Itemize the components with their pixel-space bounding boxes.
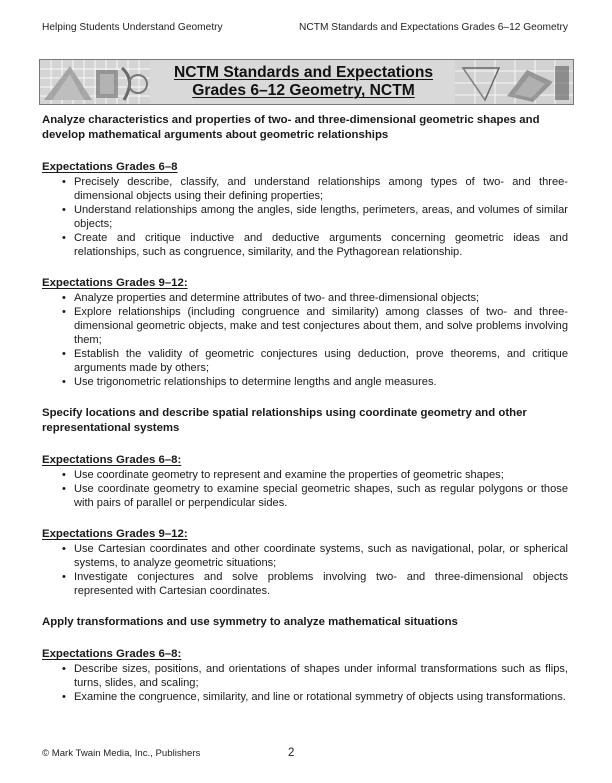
expectations-heading: Expectations Grades 9–12: [42,528,188,540]
publisher-credit: © Mark Twain Media, Inc., Publishers [42,748,201,759]
list-item: • Examine the congruence, similarity, and line or rotational symmetry of objects using transformations. [62,690,568,704]
header-book-title: Helping Students Understand Geometry [42,22,223,33]
banner-title-line-2: Grades 6–12 Geometry, NCTM [192,82,415,99]
page-number: 2 [288,747,295,759]
expectations-list [62,468,568,510]
expectations-heading: Expectations Grades 9–12: [42,277,188,289]
banner-title-line-1: NCTM Standards and Expectations [173,64,434,81]
list-item: • Precisely describe, classify, and understand relationships among types of two- and three-dimensional objects using their defining properties; [62,175,568,203]
page-footer [42,748,568,762]
expectations-heading: Expectations Grades 6–8: [42,648,182,660]
list-item: • Investigate conjectures and solve problems involving two- and three-dimensional objects represented with Cartesian coordinates. [62,570,568,598]
running-header [42,22,568,36]
header-section-title: NCTM Standards and Expectations Grades 6–12 Geometry [299,22,568,33]
expectations-section [42,453,568,510]
standards-content [42,113,568,721]
expectations-section [42,527,568,598]
list-item: • Use coordinate geometry to represent and examine the properties of geometric shapes; [62,468,568,482]
list-item: • Explore relationships (including congruence and similarity) among classes of two- and three-dimensional geometric objects, make and test conjectures about them, and solve problems involving them; [62,305,568,347]
expectations-heading: Expectations Grades 6–8: [42,454,182,466]
list-item: • Create and critique inductive and deductive arguments concerning geometric ideas and relationships, such as congruence, similarity, and the Pythagorean relationship. [62,231,568,259]
expectations-section [42,160,568,259]
geometry-art-left-icon [40,60,150,105]
title-banner [39,59,574,105]
standard-heading-shapes: Analyze characteristics and properties of two- and three-dimensional geometric shapes and develop mathematical arguments about geometric relationships [42,114,540,141]
standard-heading-transformations: Apply transformations and use symmetry to analyze mathematical situations [42,616,458,628]
list-item: • Use Cartesian coordinates and other coordinate systems, such as navigational, polar, or spherical systems, to analyze geometric situations; [62,542,568,570]
list-item: • Analyze properties and determine attributes of two- and three-dimensional objects; [62,291,568,305]
list-item: • Use trigonometric relationships to determine lengths and angle measures. [62,375,568,389]
expectations-heading: Expectations Grades 6–8 [42,161,178,173]
expectations-list [62,175,568,259]
standard-heading-coordinates: Specify locations and describe spatial relationships using coordinate geometry and other representational systems [42,407,527,434]
list-item: • Use coordinate geometry to examine special geometric shapes, such as regular polygons or those with pairs of parallel or perpendicular sides. [62,482,568,510]
expectations-list [62,542,568,598]
list-item: • Describe sizes, positions, and orientations of shapes under informal transformations such as flips, turns, slides, and scaling; [62,662,568,690]
list-item: • Establish the validity of geometric conjectures using deduction, prove theorems, and critique arguments made by others; [62,347,568,375]
expectations-section [42,276,568,389]
expectations-list [62,291,568,389]
geometry-art-right-icon [455,60,573,105]
banner-title-block [160,64,447,100]
expectations-section [42,647,568,704]
expectations-list [62,662,568,704]
list-item: • Understand relationships among the angles, side lengths, perimeters, areas, and volumes of similar objects; [62,203,568,231]
